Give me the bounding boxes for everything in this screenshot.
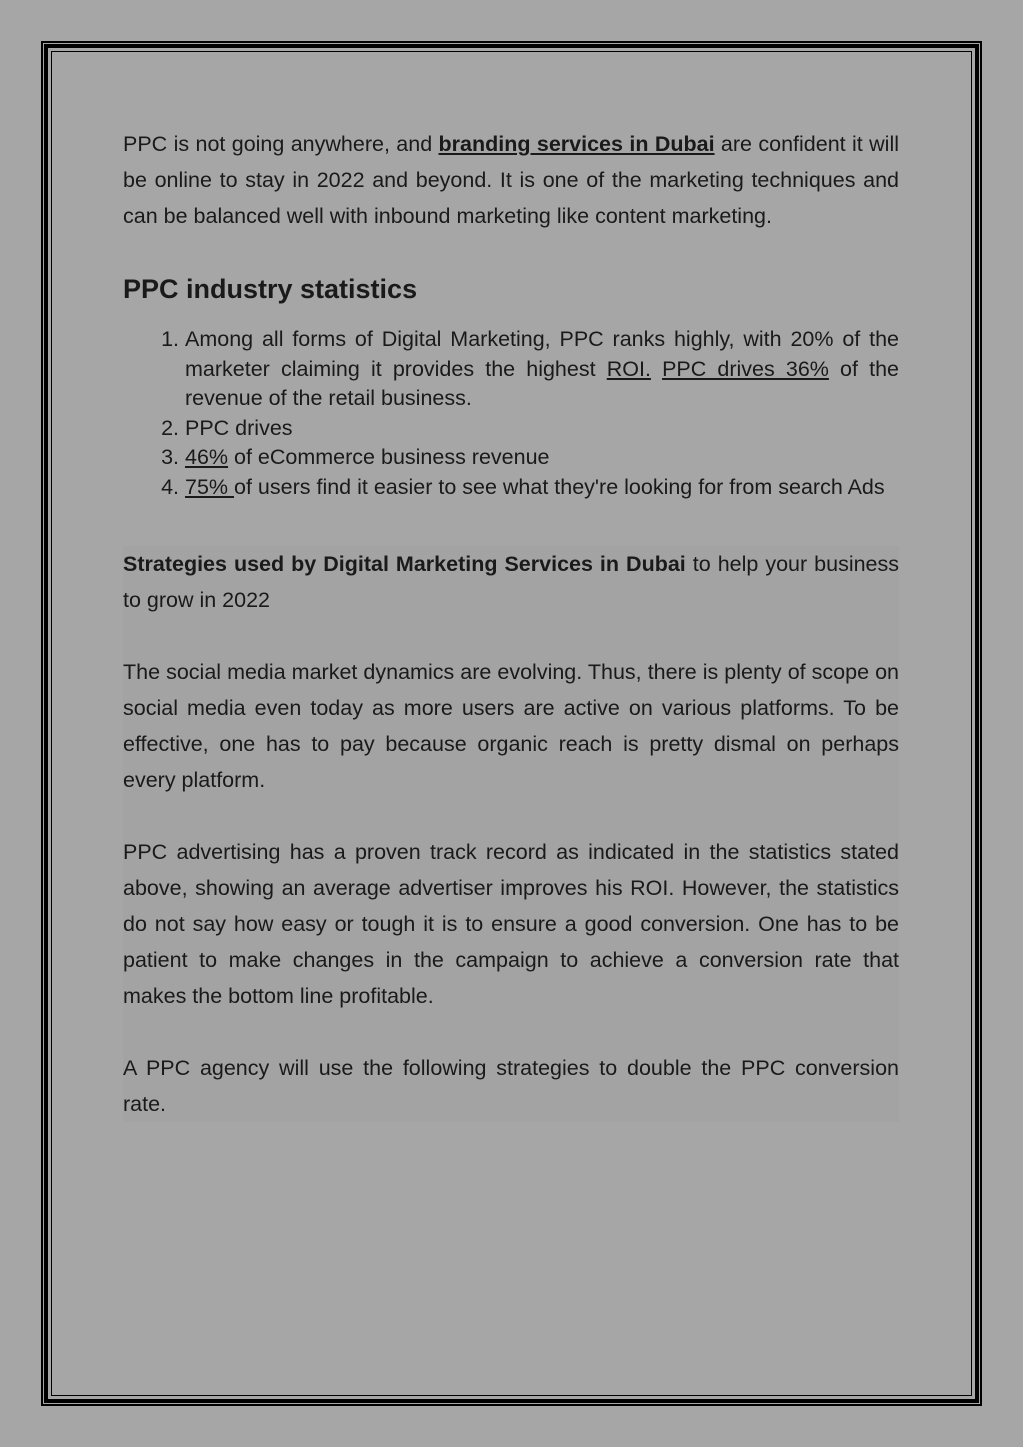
shaded-block — [123, 546, 899, 1122]
percent-75-link[interactable]: 75% — [185, 474, 235, 499]
document-body — [123, 126, 899, 1122]
roi-link[interactable]: ROI. — [606, 356, 651, 381]
list-item: 1. Among all forms of Digital Marketing, PPC ranks highly, with 20% of the marketer claiming it provides the highest ROI. PPC drives 36% of the revenue of the retail business. — [185, 325, 899, 414]
list-item: 4. 75% of users find it easier to see what they're looking for from search Ads — [185, 473, 899, 503]
statistics-list — [123, 325, 899, 502]
list-item: 2. PPC drives — [185, 414, 899, 444]
ppc-advertising-paragraph: PPC advertising has a proven track record as indicated in the statistics stated above, showing an average advertiser improves his ROI. However, the statistics do not say how easy or tough it is to ensure a good conversion. One has to be patient to make changes in the campaign to achieve a conversion rate that makes the bottom line profitable. — [123, 840, 899, 1008]
ppc-drives-link[interactable]: PPC drives 36% — [662, 356, 829, 381]
branding-services-link[interactable]: branding services in Dubai — [438, 132, 715, 156]
strategies-paragraph: Strategies used by Digital Marketing Services in Dubai to help your business to grow in 2022 — [123, 552, 900, 612]
list-item: 3. 46% of eCommerce business revenue — [185, 443, 899, 473]
agency-paragraph: A PPC agency will use the following strategies to double the PPC conversion rate. — [123, 1056, 899, 1116]
percent-46-link[interactable]: 46% — [185, 445, 229, 469]
digital-marketing-services-text: Digital Marketing Services in Dubai — [323, 552, 686, 576]
social-media-paragraph: The social media market dynamics are evolving. Thus, there is plenty of scope on social media even today as more users are active on various platforms. To be effective, one has to pay because organic reach is pretty dismal on perhaps every platform. — [123, 660, 899, 792]
section-heading: PPC industry statistics — [123, 274, 418, 304]
intro-paragraph: PPC is not going anywhere, and branding services in Dubai are confident it will be online to stay in 2022 and beyond. It is one of the marketing techniques and can be balanced well with inbound marketing like content marketing. — [123, 132, 900, 228]
